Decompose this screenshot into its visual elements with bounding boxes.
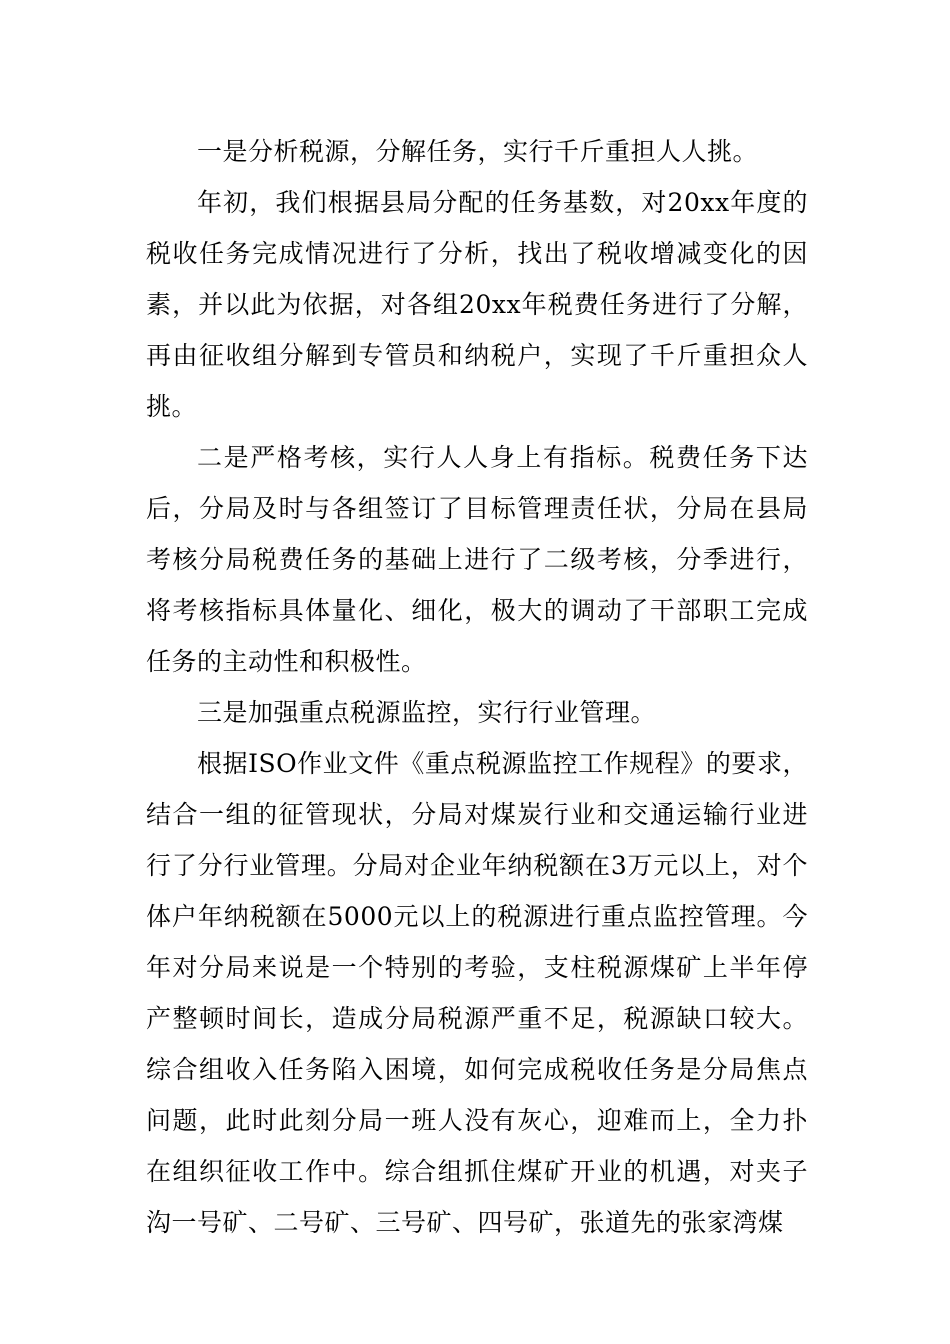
paragraph-2: 年初，我们根据县局分配的任务基数，对20xx年度的税收任务完成情况进行了分析，找出了税收增减变化的因素，并以此为依据，对各组20xx年税费任务进行了分解，再由征收组分解到专管员和纳税户，实现了千斤重担众人挑。 (146, 188, 808, 421)
paragraph-5: 根据ISO作业文件《重点税源监控工作规程》的要求，结合一组的征管现状，分局对煤炭行业和交通运输行业进行了分行业管理。分局对企业年纳税额在3万元以上，对个体户年纳税额在5000元以上的税源进行重点监控管理。今年对分局来说是一个特别的考验，支柱税源煤矿上半年停产整顿时间长，造成分局税源严重不足，税源缺口较大。综合组收入任务陷入困境，如何完成税收任务是分局焦点问题，此时此刻分局一班人没有灰心，迎难而上，全力扑在组织征收工作中。综合组抓住煤矿开业的机遇，对夹子沟一号矿、二号矿、三号矿、四号矿，张道先的张家湾煤 (146, 749, 808, 1237)
paragraph-3: 二是严格考核，实行人人身上有指标。税费任务下达后，分局及时与各组签订了目标管理责任状，分局在县局考核分局税费任务的基础上进行了二级考核，分季进行，将考核指标具体量化、细化，极大的调动了干部职工完成任务的主动性和积极性。 (146, 443, 808, 676)
document-body (146, 126, 808, 1248)
paragraph-1: 一是分析税源，分解任务，实行千斤重担人人挑。 (197, 137, 759, 166)
paragraph-4: 三是加强重点税源监控，实行行业管理。 (197, 698, 657, 727)
